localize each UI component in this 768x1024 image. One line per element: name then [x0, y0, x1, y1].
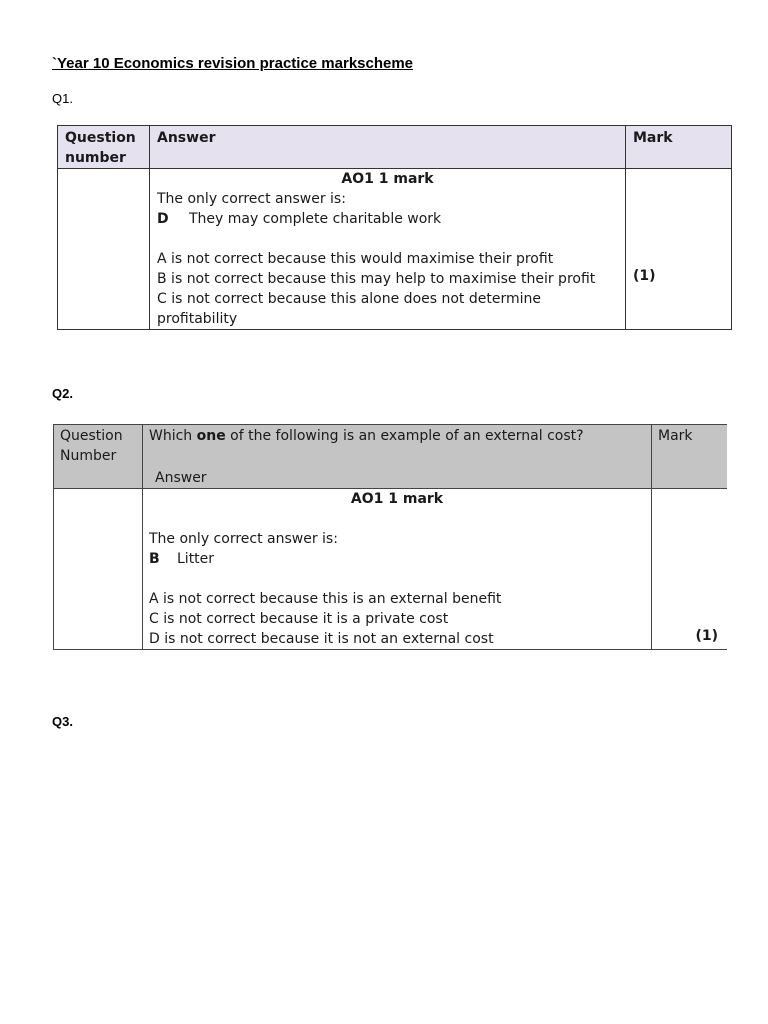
q1-correct-text: They may complete charitable work	[189, 211, 442, 227]
q2-header-question	[143, 425, 652, 489]
q2-intro-text: The only correct answer is:	[149, 531, 338, 547]
q2-answer-row	[54, 489, 728, 650]
q1-markscheme-table	[57, 125, 732, 330]
q1-answer-row	[58, 169, 732, 330]
q1-reason-c: C is not correct because this alone does not determine profitability	[157, 291, 541, 327]
q2-header-answer: Answer	[155, 470, 207, 486]
q2-answer-cell	[143, 489, 652, 650]
q2-reason-c: C is not correct because it is a private cost	[149, 611, 449, 627]
q1-header-answer: Answer	[150, 126, 626, 169]
q1-correct-answer	[157, 209, 618, 229]
q2-question-number-cell	[54, 489, 143, 650]
q2-label: Q2.	[52, 386, 73, 401]
q2-mark-cell	[652, 489, 728, 650]
q1-assessment-objective: AO1 1 mark	[341, 171, 434, 187]
document-title: `Year 10 Economics revision practice markscheme	[52, 55, 414, 72]
q2-correct-letter: B	[149, 551, 160, 567]
q1-header-row	[58, 126, 732, 169]
q2-header-row	[54, 425, 728, 489]
q2-question-text: Which one of the following is an example of an external cost?	[149, 428, 584, 444]
q2-assessment-objective: AO1 1 mark	[350, 491, 444, 507]
q1-question-number-cell	[58, 169, 150, 330]
q1-mark-cell	[626, 169, 732, 330]
q1-header-mark: Mark	[626, 126, 732, 169]
q2-correct-answer	[149, 549, 645, 569]
q1-reason-a: A is not correct because this would maximise their profit	[157, 251, 554, 267]
q2-mark-value: (1)	[695, 628, 718, 644]
q2-reason-d: D is not correct because it is not an external cost	[149, 631, 494, 647]
q2-header-question-number: Question Number	[54, 425, 143, 489]
q2-correct-text: Litter	[177, 551, 215, 567]
q1-answer-cell	[150, 169, 626, 330]
q3-label: Q3.	[52, 714, 73, 729]
q2-markscheme-table	[53, 424, 727, 650]
q1-mark-value: (1)	[633, 268, 656, 284]
q2-header-mark: Mark	[652, 425, 728, 489]
q1-intro-text: The only correct answer is:	[157, 191, 346, 207]
q1-reason-b: B is not correct because this may help to maximise their profit	[157, 271, 596, 287]
q1-label: Q1.	[52, 91, 73, 106]
q1-correct-letter: D	[157, 211, 169, 227]
q2-reason-a: A is not correct because this is an external benefit	[149, 591, 502, 607]
q1-header-question-number: Question number	[58, 126, 150, 169]
